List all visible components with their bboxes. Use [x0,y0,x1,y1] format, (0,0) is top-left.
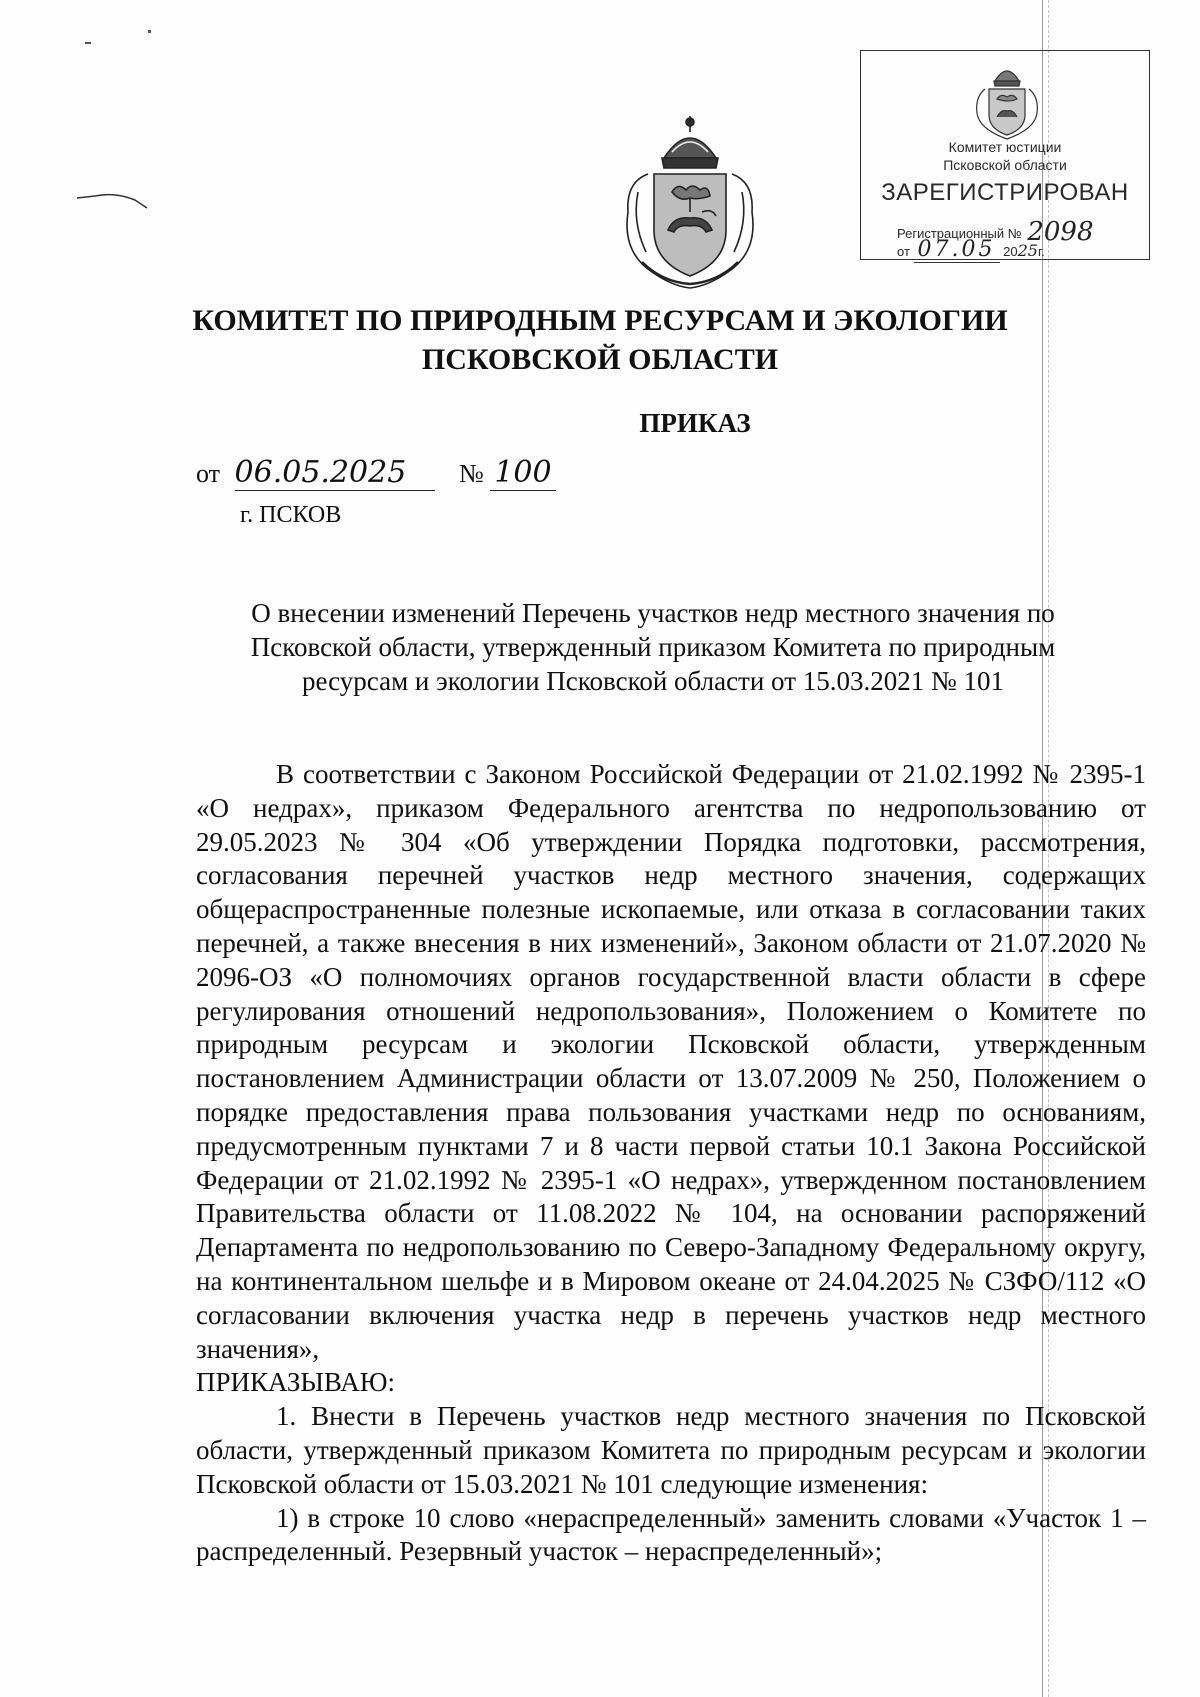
stamp-org-line2: Псковской области [943,157,1067,173]
stamp-number: 2098 [1027,217,1094,247]
coat-of-arms-icon [612,112,768,290]
scan-speck [85,42,91,44]
order-word: ПРИКАЗЫВАЮ: [196,1367,395,1398]
number-label: № [459,459,484,488]
order-item-1: 1. Внести в Перечень участков недр местного значения по Псковской области, утвержденный приказом Комитета по природным ресурсам и экологии Псковской области от 15.03.2021 № 101 следующие изменения: [196,1401,1146,1499]
registration-stamp [860,50,1150,260]
scan-speck [148,30,151,33]
document-date-row [196,455,556,491]
order-item-1-1: 1) в строке 10 слово «нераспределенный» заменить словами «Участок 1 – распределенный. Резервный участок – нераспределенный»; [196,1502,1146,1567]
date-label: от [196,459,221,488]
stamp-date: 07.05 [917,237,996,262]
document-number: 100 [490,455,555,491]
stamp-date-prefix: от [897,244,910,259]
stamp-org-line1: Комитет юстиции [948,139,1062,155]
document-subject: О внесении изменений Перечень участков недр местного значения по Псковской области, утвержденный приказом Комитета по природным ресурсам и экологии Псковской области от 15.03.2021 № 101 [250,598,1056,696]
organization-title-line1: КОМИТЕТ ПО ПРИРОДНЫМ РЕСУРСАМ И ЭКОЛОГИИ [192,304,1008,337]
stamp-status: ЗАРЕГИСТРИРОВАН [881,179,1129,206]
stamp-year-suffix: 25 [1017,241,1038,260]
stamp-coat-of-arms-icon [969,59,1045,141]
organization-title-line2: ПСКОВСКОЙ ОБЛАСТИ [421,343,779,376]
document-city: г. ПСКОВ [240,502,342,528]
document-body [196,758,1146,1569]
preamble-paragraph: В соответствии с Законом Российской Федерации от 21.02.1992 № 2395-1 «О недрах», приказом Федерального агентства по недропользованию от 29.05.2023 № 304 «Об утверждении Порядка подготовки, рассмотрения, согласования перечней участков недр местного значения, содержащих общераспространенные полезные ископаемые, или отказа в согласовании таких перечней, а также внесения в них изменений», Законом области от 21.07.2020 № 2096-ОЗ «О полномочиях органов государственной власти области в сфере регулирования отношений недропользования», Положением о Комитете по природным ресурсам и экологии Псковской области, утвержденным постановлением Администрации области от 13.07.2009 № 250, Положением о порядке предоставления права пользования участками недр по основаниям, предусмотренным пунктами 7 и 8 части первой статьи 10.1 Закона Российской Федерации от 21.02.1992 № 2395-1 «О недрах», утвержденном постановлением Правительства области от 11.08.2022 № 104, на основании распоряжений Департамента по недропользованию по Северо-Западному Федеральному округу, на континентальном шельфе и в Мировом океане от 24.04.2025 № СЗФО/112 «О согласовании включения участка недр в перечень участков недр местного значения», [196,759,1146,1364]
stamp-year-end: г. [1037,244,1045,259]
stamp-date-row [897,237,1045,263]
stamp-year-prefix: 20 [1003,244,1018,259]
stamp-number-label: Регистрационный № [897,226,1022,241]
document-date: 06.05.2025 [234,455,407,490]
document-type: ПРИКАЗ [639,408,751,438]
scan-stroke [75,186,155,216]
